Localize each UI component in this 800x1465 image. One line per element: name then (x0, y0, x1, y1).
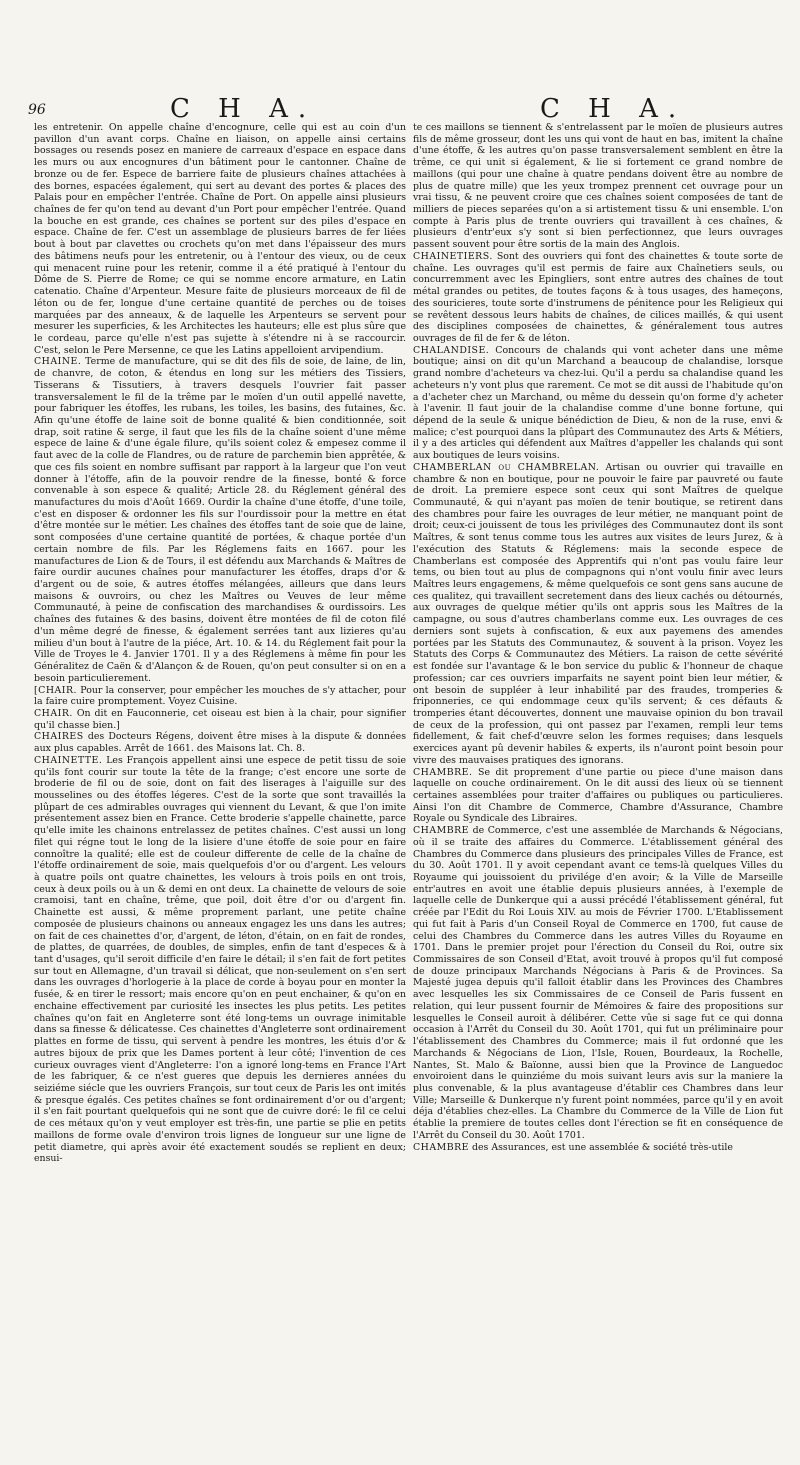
entry-text: On dit en Fauconnerie, cet oiseau est bien à la chair, pour signifier qu'il chasse bien.] (34, 707, 406, 731)
entry-paragraph (34, 708, 406, 731)
entry-text: Pour la conserver, pour empêcher les mouches de s'y attacher, pour la faire cuire promptement. Voyez Cuisine. (34, 684, 407, 708)
entry-text: des Assurances, est une assemblée & société très-utile (472, 1141, 733, 1153)
entry-headword: CHAINETTE. (34, 754, 103, 766)
entry-paragraph (413, 1142, 783, 1154)
entry-headword: CHAMBERLAN ou CHAMBRELAN. (413, 461, 600, 473)
entry-text: les entretenir. On appelle chaîne d'encognure, celle qui est au coin d'un pavillon d'un avant corps. Chaîne en liaison, on appelle ainsi certains bossages ou resends posez en maniere de carreaux d'espace en espace dans les murs ou aux encognures d'un bâtiment pour le cantonner. Chaîne de bronze ou de fer. Espece de barriere faite de plusieurs chaînes attachées à des bornes, espacées également, qui sert au devant des portes & places des Palais pour en empêcher l'entrée. Chaîne de Port. On appelle ainsi plusieurs chaînes de fer qu'on tend au devant d'un Port pour empêcher l'entrée. Quand la bouche en est grande, ces chaînes se portent sur des piles d'espace en espace. Chaîne de fer. C'est un assemblage de plusieurs barres de fer liées bout à bout par clavettes ou crochets qu'on met dans l'épaisseur des murs des bâtimens neufs pour les entretenir, ou à l'entour des vieux, ou de ceux qui menacent ruine pour les retenir, comme il a été pratiqué à l'entour du Dôme de S. Pierre de Rome; ce qui se nomme encore armature, en Latin catenatio. Chaîne d'Arpenteur. Mesure faite de plusieurs morceaux de fil de léton ou de fer, longue d'une certaine quantité de perches ou de toises marquées par des anneaux, & de laquelle les Arpenteurs se servent pour mesurer les superficies, & les Architectes les hauteurs; elle est plus sûre que le cordeau, parce qu'elle n'est pas sujette à s'étendre ni à se raccourcir. C'est, selon le Pere Mersenne, ce que les Latins appelloient arvipendium. (34, 122, 406, 356)
folio-number: 96 (28, 102, 46, 118)
entry-paragraph (413, 122, 783, 251)
entry-text: Concours de chalands qui vont acheter dans une même boutique; ainsi on dit qu'un Marchand a beaucoup de chalandise, lorsque grand nombre d'acheteurs va chez-lui. Qu'il a perdu sa chalandise quand les acheteurs n'y vont plus que rarement. Ce mot se dit aussi de l'habitude qu'on a d'acheter chez un Marchand, ou même du dessein qu'on forme d'y acheter à l'avenir. Il faut jouir de la chalandise comme d'une bonne fortune, qui dépend de la seule & unique bénédiction de Dieu, & non de la ruse, envi & malice; c'est pourquoi dans la plûpart des Communautez des Arts & Métiers, il y a des articles qui défendent aux Maîtres d'appeller les chalands qui sont aux boutiques de leurs voisins. (413, 344, 783, 462)
entry-paragraph (34, 685, 406, 708)
entry-text: te ces maillons se tiennent & s'entrelassent par le moïen de plusieurs autres fils de même grosseur, dont les uns qui vont de haut en bas, imitent la chaîne d'une étoffe, & les autres qu'on passe transversalement semblent en être la trême, ce qui unit si également, & lie si fortement ce grand nombre de maillons (qui pour une chaîne à quatre pendans doivent être au nombre de plus de quatre mille) que les yeux trompez prennent cet ouvrage pour un vrai tissu, & ne peuvent croire que ces chaînes soient composées de tant de milliers de pieces separées qu'on a si artistement tissu & uni ensemble. L'on compte à Paris plus de trente ouvriers qui travaillent à ces chaînes, & plusieurs d'entr'eux s'y sont si bien perfectionnez, que leurs ouvrages passent souvent pour être sortis de la main des Anglois. (413, 122, 783, 251)
entry-headword: CHAMBRE (413, 825, 470, 837)
entry-headword: CHAMBRE (413, 1141, 470, 1153)
entry-paragraph (413, 825, 783, 1141)
entry-paragraph (413, 345, 783, 462)
entry-text: Sont des ouvriers qui font des chainettes & toute sorte de chaîne. Les ouvrages qu'il est permis de faire aux Chaînetiers seuls, ou concurremment avec les Epingliers, sont entre autres des chaînes de tout métal grandes ou petites, de toutes façons & à tous usages, des hameçons, des souricieres, toute sorte d'instrumens de pénitence pour les Religieux qui se revêtent dessous leurs habits de chaînes, de cilices maillés, & qui usent des disciplines composées de chainettes, & généralement tous autres ouvrages de fil de fer & de léton. (413, 250, 783, 344)
entry-headword: CHAINETIERS. (413, 250, 493, 262)
entry-paragraph (34, 755, 406, 1165)
right-column (413, 122, 783, 1153)
entry-headword: CHAMBRE. (413, 766, 473, 778)
entry-text: Artisan ou ouvrier qui travaille en chambre & non en boutique, pour ne pouvoir le faire par pauvreté ou faute de droit. La premiere espece sont ceux qui sont Maîtres de quelque Communauté, & qui n'ayant pas moïen de tenir boutique, se retirent dans des chambres pour faire les ouvrages de leur métier, ne manquant point de droit; ceux-ci jouissent de tous les priviléges des Communautez dont ils sont Maîtres, & sont tenus comme tous les autres aux visites de leurs Jurez, & à l'exécution des Statuts & Réglemens: mais la seconde espece de Chamberlans est composée des Apprentifs qui n'ont pas voulu faire leur tems, ou bien tout au plus de compagnons qui n'ont voulu finir avec leurs Maîtres leurs engagemens, & même quelquefois ce sont gens sans aucune de ces qualitez, qui travaillent secretement dans des lieux cachés ou détournés, aux ouvrages de quelque métier qu'ils ont appris sous les Maîtres de la campagne, ou sous d'autres chamberlans comme eux. Les ouvrages de ces derniers sont sujets à confiscation, & eux aux payemens des amendes portées par les Statuts des Communautez, & souvent à la prison. Voyez les Statuts des Corps & Communautez des Métiers. La raison de cette sévérité est fondée sur l'avantage & le bon service du public & l'honneur de chaque profession; car ces ouvriers imparfaits ne sayent point bien leur métier, & ont besoin de suppléer à leur inhabilité par des fraudes, tromperies & friponneries, ce qui endommage ceux qu'ils servent; & ces défauts & tromperies étant découvertes, donnent une mauvaise opinion du bon travail de ceux de la profession, qui ont passez par l'examen, rempli leur tems fidellement, & fait chef-d'œuvre selon les formes requises; dans lesquels exercices ayant pû devenir habiles & experts, ils n'auront point besoin pour vivre des mauvaises pratiques des ignorans. (413, 461, 784, 766)
entry-text: des Docteurs Régens, doivent être mises à la dispute & données aux plus capables. Arrêt de 1661. des Maisons lat. Ch. 8. (34, 731, 407, 755)
entry-headword: CHALANDISE. (413, 344, 490, 356)
running-head-left: C H A. (170, 94, 317, 124)
left-column (34, 122, 406, 1165)
entry-paragraph (413, 251, 783, 345)
entry-text: de Commerce, c'est une assemblée de Marchands & Négocians, où il se traite des affaires du Commerce. L'établissement général des Chambres du Commerce dans plusieurs des principales Villes de France, est du 30. Août 1701. Il y avoit cependant avant ce tems-là quelques Villes du Royaume qui jouissoient du privilége d'en avoir; & la Ville de Marseille entr'autres en avoit une établie depuis plusieurs années, à l'exemple de laquelle celle de Dunkerque qui a aussi précédé l'établissement général, fut créée par l'Edit du Roi Louis XIV. au mois de Février 1700. L'Etablissement qui fut fait à Paris d'un Conseil Royal de Commerce en 1700, fut cause de celui des Chambres du Commerce dans les autres Villes du Royaume en 1701. Dans le premier projet pour l'érection du Conseil du Roi, outre six Commissaires de son Conseil d'Etat, avoit trouvé à propos qu'il fut composé de douze principaux Marchands Négocians à Paris & de Provinces. Sa Majesté jugea depuis qu'il falloit établir dans les Provinces des Chambres avec lesquelles les six Commissaires de ce Conseil de Paris fussent en relation, qui leur pussent fournir de Mémoires & faire des propositions sur lesquelles le Conseil auroit à délibérer. Cette vûe si sage fut ce qui donna occasion à l'Arrêt du Conseil du 30. Août 1701, qui fut un préliminaire pour l'établissement des Chambres du Commerce; mais il fut ordonné que les Marchands & Négocians de Lion, l'Isle, Rouen, Bourdeaux, la Rochelle, Nantes, St. Malo & Baïonne, aussi bien que la Province de Languedoc envoiroient dans le quinziéme du mois suivant leurs avis sur la maniere la plus convenable, & la plus avantageuse d'établir ces Chambres dans leur Ville; Marseille & Dunkerque n'y furent point nommées, parce qu'il y en avoit déja d'établies chez-elles. La Chambre du Commerce de la Ville de Lion fut établie la premiere de toutes celles dont l'érection se fit en conséquence de l'Arrêt du Conseil du 30. Août 1701. (413, 825, 783, 1141)
entry-paragraph (34, 356, 406, 684)
entry-text: Les François appellent ainsi une espece de petit tissu de soie qu'ils font courir sur toute la tête de la frange; c'est encore une sorte de broderie de fil ou de soie, dont on fait des liserages à l'aiguille sur des mousselines ou des étoffes légeres. C'est de la sorte que sont travaillés la plûpart de ces admirables ouvrages qui viennent du Levant, & que l'on imite présentement assez bien en France. Cette broderie s'appelle chainette, parce qu'elle imite les chainons entrelassez de petites chaînes. C'est aussi un long filet qui régne tout le long de la lisiere d'une étoffe de soie pour en faire connoître la qualité; elle est de couleur differente de celle de la chaîne de l'étoffe ordinairement de soie, mais quelquefois d'or ou d'argent. Les velours à quatre poils ont quatre chainettes, les velours à trois poils en ont trois, ceux à deux poils ou à un & demi en ont deux. La chainette de velours de soie cramoisi, tant en chaîne, trême, que poil, doit être d'or ou d'argent fin. Chainette est aussi, & même proprement parlant, une petite chaîne composée de plusieurs chainons ou anneaux engagez les uns dans les autres; on fait de ces chainettes d'or, d'argent, de léton, d'étain, on en fait de rondes, de plattes, de quarrées, de doubles, de simples, enfin de tant d'especes & à tant d'usages, qu'il seroit difficile d'en faire le détail; il s'en fait de fort petites sur tout en Allemagne, d'un travail si délicat, que non-seulement on s'en sert dans les ouvrages d'horlogerie à la place de corde à boyau pour en monter la fusée, & en tirer le ressort; mais encore qu'on en peut enchainer, & qu'on en enchaine effectivement par curiosité les insectes les plus petits. Les petites chaînes qu'on fait en Angleterre sont été long-tems un ouvrage inimitable dans sa finesse & délicatesse. Ces chainettes d'Angleterre sont ordinairement plattes en forme de tissu, qui servent à pendre les montres, les étuis d'or & autres bijoux de prix que les Dames portent à leur côté; l'invention de ces curieux ouvrages vient d'Angleterre: l'on a ignoré long-tems en France l'Art de les fabriquer, & ce n'est gueres que depuis les dernieres années du seiziéme siécle que les ouvriers François, sur tout ceux de Paris les ont imités & presque égalés. Ces petites chaînes se font ordinairement d'or ou d'argent; il s'en fait pourtant quelquefois qui ne sont que de cuivre doré: le fil ce celui de ces métaux qu'on y veut employer est très-fin, une partie se plie en petits maillons de forme ovale d'environ trois lignes de longueur sur une ligne de petit diametre, qui après avoir été exactement soudés se replient en deux; ensui- (34, 754, 406, 1165)
entry-paragraph (34, 731, 406, 754)
running-head-right: C H A. (540, 94, 687, 124)
entry-paragraph (413, 462, 783, 767)
entry-text: Terme de manufacture, qui se dit des fils de soie, de laine, de lin, de chanvre, de coton, & étendus en long sur les métiers des Tissiers, Tisserans & Tissutiers, à travers desquels l'ouvrier fait passer transversalement le fil de la trême par le moïen d'un outil appellé navette, pour fabriquer les étoffes, les rubans, les toiles, les basins, des futaines, &c. Afin qu'une étoffe de laine soit de bonne qualité & bien conditionnée, soit drap, soit ratine & serge, il faut que les fils de la chaîne soient d'une même espece de laine & d'une égale filure, qu'ils soient colez & empesez comme il faut avec de la colle de Flandres, ou de rature de parchemin bien apprêtée, & que ces fils soient en nombre suffisant par rapport à la largeur que l'on veut donner à l'étoffe, afin de la pouvoir rendre de la finesse, bonté & force convenable à son espece & qualité; Article 28. du Réglement général des manufactures du mois d'Août 1669. Ourdir la chaîne d'une étoffe, d'une toile, c'est en disposer & ordonner les fils sur l'ourdissoir pour la mettre en état d'être montée sur le métier. Les chaînes des étoffes tant de soie que de laine, sont composées d'une certaine quantité de portées, & chaque portée d'un certain nombre de fils. Par les Réglemens faits en 1667. pour les manufactures de Lion & de Tours, il est défendu aux Marchands & Maîtres de faire ourdir aucunes chaînes pour manufacturer les étoffes, draps d'or & d'argent ou de soie, & autres étoffes mélangées, ailleurs que dans leurs maisons & ouvroirs, ou chez les Maîtres ou Veuves de leur même Communauté, à peine de confiscation des marchandises & ourdissoirs. Les chaînes des futaines & des basins, doivent être montées de fil de coton filé d'un même degré de finesse, & également serrées tant aux lizieres qu'au milieu d'un bout à l'autre de la piéce, Art. 10. & 14. du Réglement fait pour la Ville de Troyes le 4. Janvier 1701. Il y a des Réglemens à même fin pour les Généralitez de Caën & d'Alançon & de Rouen, qu'on peut consulter si on en a besoin particulierement. (34, 356, 406, 684)
entry-paragraph (413, 767, 783, 826)
entry-headword: CHAIRES (34, 731, 84, 743)
entry-paragraph (34, 122, 406, 356)
entry-text: Se dit proprement d'une partie ou piece d'une maison dans laquelle on couche ordinairement. On le dit aussi des lieux où se tiennent certaines assemblées pour traiter d'affaires ou publiques ou particulieres. Ainsi l'on dit Chambre de Commerce, Chambre d'Assurance, Chambre Royale ou Syndicale des Libraires. (413, 766, 783, 825)
entry-headword: CHAIR. (34, 707, 73, 719)
entry-headword: CHAINE. (34, 356, 82, 368)
entry-headword: [CHAIR. (34, 684, 78, 696)
